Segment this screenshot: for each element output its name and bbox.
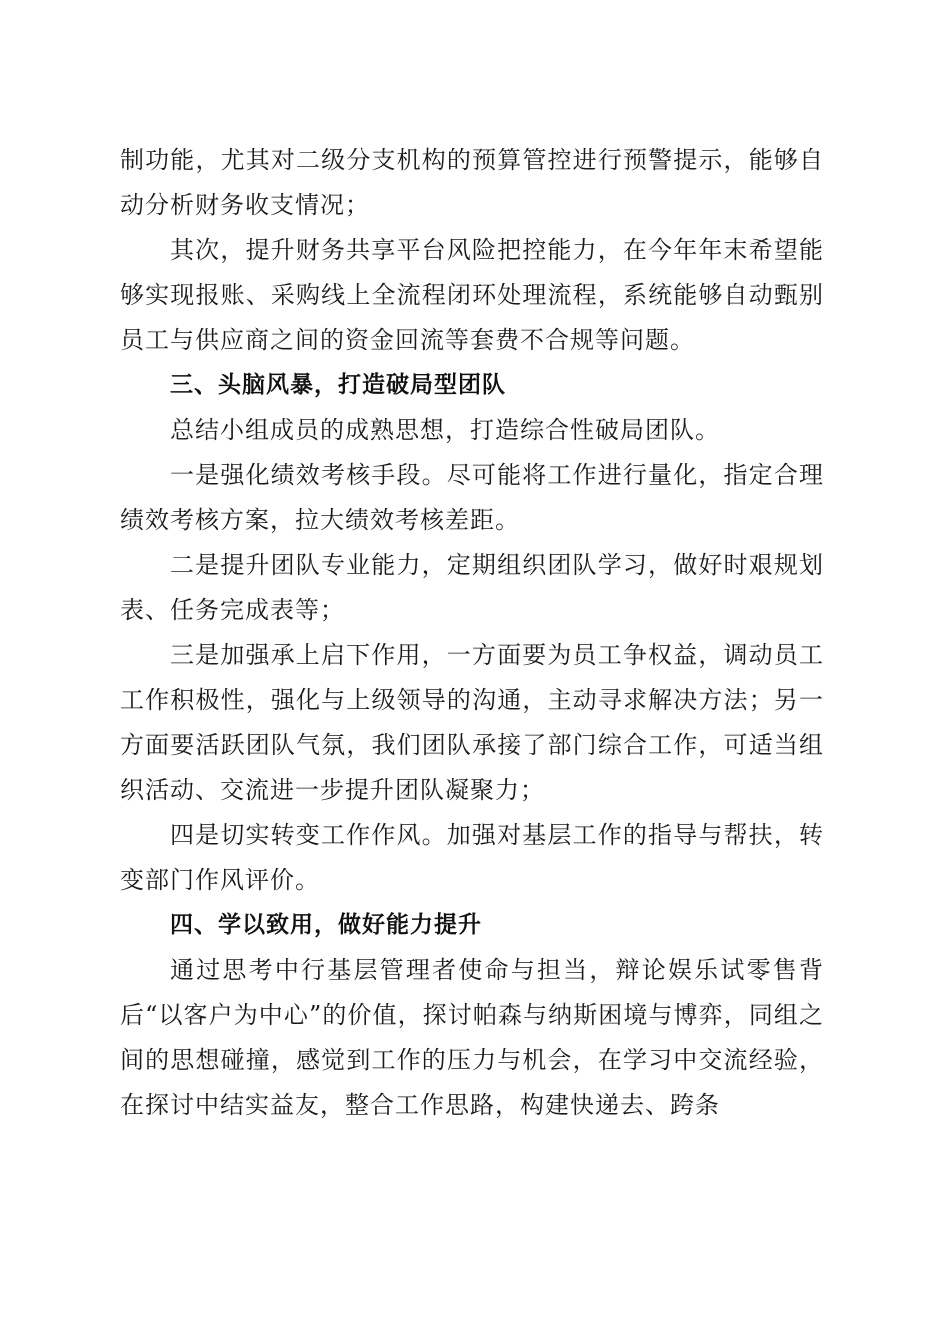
section-heading-brainstorm: 三、头脑风暴，打造破局型团队 (170, 372, 506, 398)
paragraph-learning-reflection: 通过思考中行基层管理者使命与担当，辩论娱乐试零售背后“以客户为中心”的价值，探讨帕森与纳斯困境与博弈，同组之间的思想碰撞，感觉到工作的压力与机会，在学习中交流经验，在探讨中结实益友，整合工作思路，构建快递去、跨条 (120, 956, 824, 1119)
paragraph-budget-warning: 制功能，尤其对二级分支机构的预算管控进行预警提示，能够自动分析财务收支情况； (120, 146, 824, 219)
paragraph-risk-control: 其次，提升财务共享平台风险把控能力，在今年年末希望能够实现报账、采购线上全流程闭环处理流程，系统能够自动甄别员工与供应商之间的资金回流等套费不合规等问题。 (120, 236, 824, 354)
paragraph-communication: 三是加强承上启下作用，一方面要为员工争权益，调动员工工作积极性，强化与上级领导的沟通，主动寻求解决方法；另一方面要活跃团队气氛，我们团队承接了部门综合工作，可适当组织活动、交流进一步提升团队凝聚力； (120, 641, 824, 804)
paragraph-performance: 一是强化绩效考核手段。尽可能将工作进行量化，指定合理绩效考核方案，拉大绩效考核差距。 (120, 461, 824, 534)
paragraph-team-ability: 二是提升团队专业能力，定期组织团队学习，做好时艰规划表、任务完成表等； (120, 551, 824, 624)
section-heading-apply-learning: 四、学以致用，做好能力提升 (170, 912, 482, 938)
paragraph-team-summary: 总结小组成员的成熟思想，打造综合性破局团队。 (170, 416, 720, 444)
document-body (120, 138, 824, 1128)
paragraph-work-style: 四是切实转变工作作风。加强对基层工作的指导与帮扶，转变部门作风评价。 (120, 821, 824, 894)
